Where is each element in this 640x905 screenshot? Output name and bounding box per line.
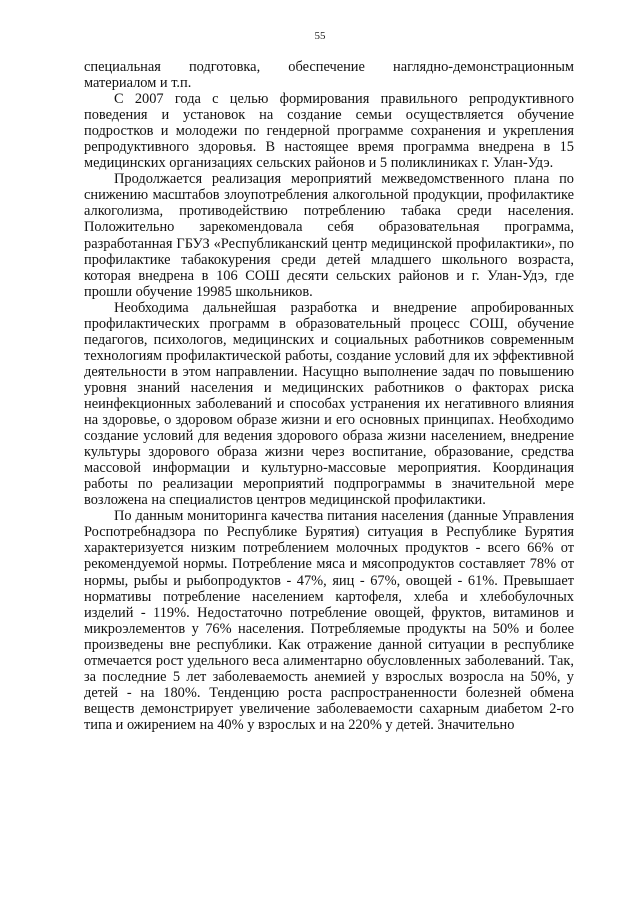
body-text: [84, 59, 574, 733]
paragraph-continuation: специальная подготовка, обеспечение наглядно-демонстрационным материалом и т.п.: [84, 59, 574, 92]
paragraph-prevention-programs: Необходима дальнейшая разработка и внедрение апробированных профилактических программ в образовательный процесс СОШ, обучение педагогов, психологов, медицинских и социальных работников современным технологиям профилактической работы, создание условий для их эффективной деятельности в этом направлении. Насущно выполнение задач по повышению уровня знаний населения и медицинских работников о факторах риска неинфекционных заболеваний и способах устранения их негативного влияния на здоровье, о здоровом образе жизни и его основных принципах. Необходимо создание условий для ведения здорового образа жизни населением, внедрение культуры здорового образа жизни через воспитание, образование, средства массовой информации и культурно-массовые мероприятия. Координация работы по реализации мероприятий подпрограммы в значительной мере возложена на специалистов центров медицинской профилактики.: [84, 299, 574, 509]
paragraph-reproductive-program: С 2007 года с целью формирования правильного репродуктивного поведения и установок на создание семьи осуществляется обучение подростков и молодежи по гендерной программе сохранения и укрепления репродуктивного здоровья. В настоящее время программа внедрена в 15 медицинских организациях сельских районов и 5 поликлиниках г. Улан-Удэ.: [84, 91, 574, 172]
page-number: 55: [314, 30, 326, 42]
paragraph-alcohol-tobacco: Продолжается реализация мероприятий межведомственного плана по снижению масштабов злоупотребления алкогольной продукции, профилактике алкоголизма, противодействию потреблению табака среди населения. Положительно зарекомендовала себя образовательная программа, разработанная ГБУЗ «Республиканский центр медицинской профилактики», по профилактике табакокурения среди детей младшего школьного возраста, которая внедрена в 106 СОШ десяти сельских районов и г. Улан-Удэ, где прошли обучение 19985 школьников.: [84, 171, 574, 300]
paragraph-nutrition-monitoring: По данным мониторинга качества питания населения (данные Управления Роспотребнадзора по Республике Бурятия) ситуация в Республике Бурятия характеризуется низким потреблением молочных продуктов - всего 66% от рекомендуемой нормы. Потребление мяса и мясопродуктов составляет 78% от нормы, рыбы и рыбопродуктов - 47%, яиц - 67%, овощей - 61%. Превышает нормативы потребление населением картофеля, хлеба и хлебобулочных изделий - 119%. Недостаточно потребление овощей, фруктов, витаминов и микроэлементов у 76% населения. Потребляемые продукты на 50% и более произведены вне республики. Как отражение данной ситуации в республике отмечается рост удельного веса алиментарно обусловленных заболеваний. Так, за последние 5 лет заболеваемость анемией у взрослых возросла на 50%, у детей - на 180%. Тенденцию роста распространенности болезней обмена веществ демонстрирует увеличение заболеваемости сахарным диабетом 2-го типа и ожирением на 40% у взрослых и на 220% у детей. Значительно: [84, 508, 574, 733]
